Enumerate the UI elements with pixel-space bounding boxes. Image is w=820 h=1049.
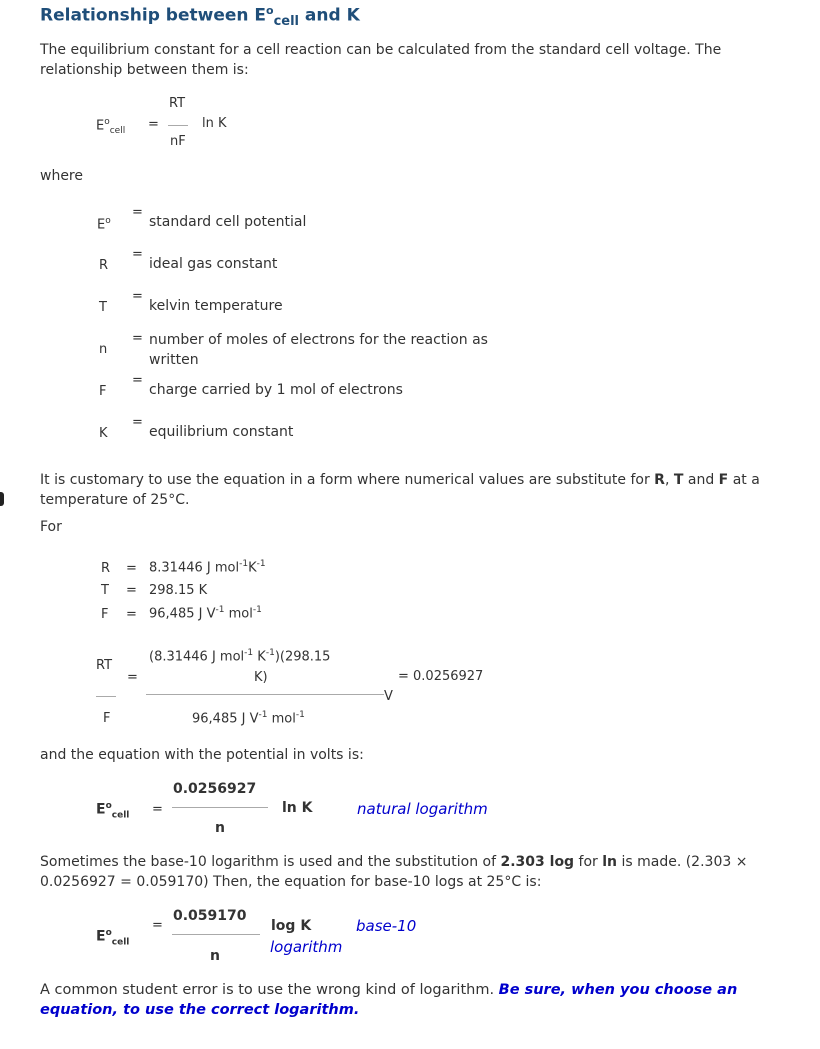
rtf-numerator: RT [96, 658, 113, 673]
def-description: equilibrium constant [149, 424, 294, 440]
eq3-equals: = [152, 918, 163, 933]
rtf-calc-denominator: 96,485 J $V^{-1}$ mol$^{-1}$ [192, 710, 305, 727]
value-text: 8.31446 J $mol^{-1}K^{-1}$ [149, 559, 266, 576]
value-equals: = [126, 607, 137, 622]
def-equals: = [132, 289, 143, 304]
def-symbol: K [99, 426, 108, 441]
eq2-numerator: 0.0256927 [173, 781, 257, 797]
def-symbol: T [99, 300, 107, 315]
base10-paragraph: Sometimes the base-10 logarithm is used and the substitution of 2.303 log for ln is made. (2.303 × 0.0256927 = 0.059170) Then, the equation for base-10 logs at 25°C is: [40, 854, 748, 890]
customary-paragraph: It is customary to use the equation in a form where numerical values are substitute for R, T and F at a temperature of 25°C. [40, 472, 760, 508]
def-equals: = [132, 205, 143, 220]
eq1-lhs: $E^o_{cell}$ [96, 117, 126, 136]
where-label: where [40, 168, 83, 184]
eq3-denominator: n [210, 948, 220, 964]
for-label: For [40, 519, 62, 535]
eq3-numerator: 0.059170 [173, 908, 247, 924]
value-equals: = [126, 561, 137, 576]
rtf-calc-fraction-bar [146, 694, 384, 695]
eq3-lhs: $E^o_{cell}$ [96, 928, 130, 948]
def-description: kelvin temperature [149, 298, 283, 314]
eq3-function: log K [271, 918, 312, 934]
rtf-calc-numerator-cont: K) [254, 670, 268, 685]
intro-paragraph: The equilibrium constant for a cell reaction can be calculated from the standard cell voltage. The relationship between them is: [40, 42, 722, 78]
def-symbol: F [99, 384, 107, 399]
def-description: number of moles of electrons for the reaction as written [149, 332, 488, 368]
eq2-lhs: $E^o_{cell}$ [96, 801, 130, 821]
def-description: standard cell potential [149, 214, 307, 230]
side-marker [0, 492, 4, 506]
value-symbol: R [101, 561, 111, 576]
def-description: ideal gas constant [149, 256, 278, 272]
value-text: 96,485 J $V^{-1}$ mol$^{-1}$ [149, 605, 262, 622]
def-equals: = [132, 373, 143, 388]
eq2-fraction-bar [172, 807, 268, 808]
rtf-equals: = [127, 670, 138, 685]
value-symbol: T [101, 583, 109, 598]
rtf-denominator: F [103, 711, 111, 726]
eq2-equals: = [152, 802, 163, 817]
eq1-function: ln K [202, 116, 227, 131]
warning-paragraph: A common student error is to use the wrong kind of logarithm. Be sure, when you choose an equation, to use the correct logarithm. [40, 982, 738, 1018]
eq1-denominator: nF [170, 134, 186, 149]
rtf-result: = 0.0256927 [398, 669, 484, 684]
eq2-function: ln K [282, 800, 313, 816]
def-equals: = [132, 415, 143, 430]
eq3-fraction-bar [172, 934, 260, 935]
rtf-fraction-bar [96, 696, 116, 697]
def-symbol: $E^o$ [97, 216, 111, 233]
rtf-unit: V [384, 689, 393, 704]
volts-paragraph: and the equation with the potential in volts is: [40, 747, 364, 763]
page-title: Relationship between $E^o_{cell}$ and K [40, 4, 360, 30]
value-text: 298.15 K [149, 583, 208, 598]
eq1-fraction-bar [168, 125, 188, 126]
def-description: charge carried by 1 mol of electrons [149, 382, 403, 398]
def-equals: = [132, 331, 143, 346]
eq3-note: base-10 [356, 917, 417, 935]
rtf-calc-numerator: (8.31446 J mol$^{-1}$ $K^{-1})(298.15$ [149, 648, 331, 665]
eq2-denominator: n [215, 820, 225, 836]
value-equals: = [126, 583, 137, 598]
def-symbol: n [99, 342, 108, 357]
eq1-equals: = [148, 117, 159, 132]
def-equals: = [132, 247, 143, 262]
value-symbol: F [101, 607, 109, 622]
def-symbol: R [99, 258, 109, 273]
eq1-numerator: RT [169, 96, 186, 111]
eq3-function-cont: logarithm [270, 938, 343, 956]
eq2-note: natural logarithm [357, 800, 488, 818]
